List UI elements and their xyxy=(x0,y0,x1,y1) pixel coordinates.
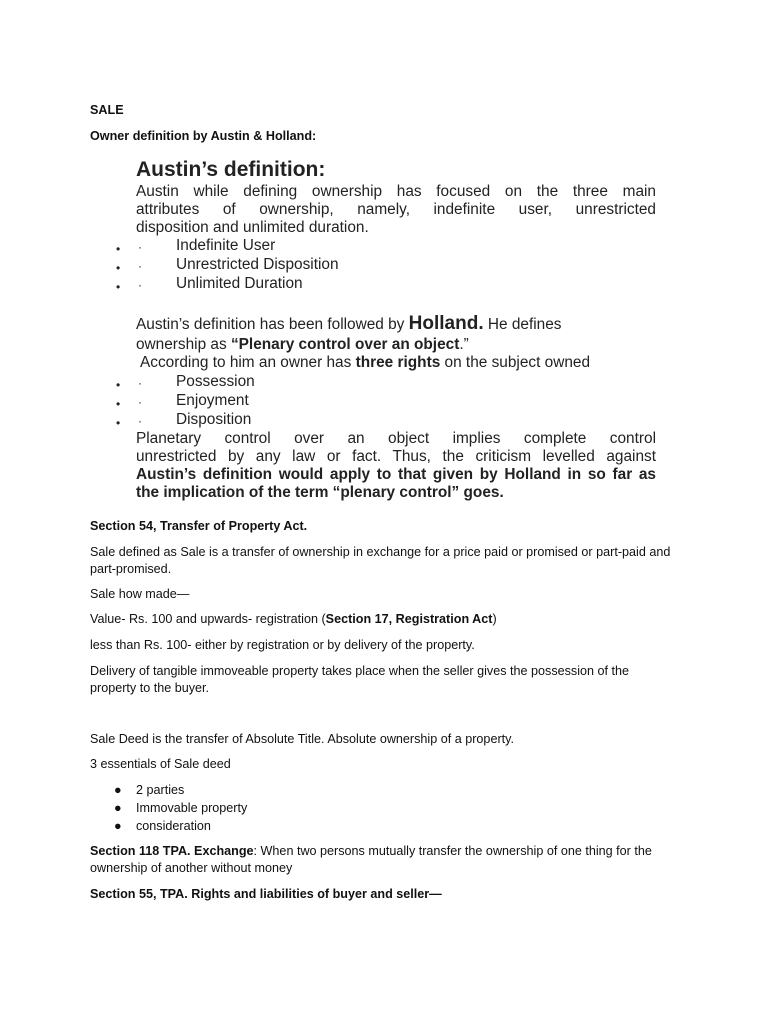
bullet-dot-icon: • xyxy=(116,416,121,430)
holland-text: He defines xyxy=(483,316,562,333)
section-118-line xyxy=(90,843,690,860)
bullet-dot-icon: • xyxy=(116,261,121,275)
value-text: Value- Rs. 100 and upwards- registration ( xyxy=(90,612,326,626)
holland-text: ownership as xyxy=(136,336,231,353)
holland-item: Enjoyment xyxy=(176,392,249,409)
austin-item: Indefinite User xyxy=(176,237,276,254)
holland-text: Austin’s definition has been followed by xyxy=(136,316,409,333)
list-item xyxy=(112,817,247,835)
scan-title: Austin’s definition: xyxy=(136,158,326,181)
sale-how-made: Sale how made— xyxy=(90,587,190,601)
section-118-text: : When two persons mutually transfer the ownership of one thing for the xyxy=(253,844,652,858)
less-than-line: less than Rs. 100- either by registration or by delivery of the property. xyxy=(90,638,475,652)
scanned-excerpt-image xyxy=(112,156,672,508)
bullet-icon: ● xyxy=(114,801,122,815)
bullet-dot-icon: • xyxy=(116,242,121,256)
delivery-line: Delivery of tangible immoveable property takes place when the seller gives the possession of the xyxy=(90,664,630,678)
bullet-icon: ● xyxy=(114,783,122,797)
scan-intro-line: attributes of ownership, namely, indefinite user, unrestricted xyxy=(136,201,656,218)
middot-icon: · xyxy=(138,259,142,273)
value-text: ) xyxy=(492,612,497,626)
holland-text: on the subject owned xyxy=(440,354,591,371)
bullet-dot-icon: • xyxy=(116,397,121,411)
scan-intro-line: Austin while defining ownership has focused on the three main xyxy=(136,183,656,200)
middot-icon: · xyxy=(138,414,142,428)
holland-name: Holland. xyxy=(408,313,484,334)
holland-text: According to him an owner has xyxy=(140,354,356,371)
three-rights: three rights xyxy=(355,354,441,371)
holland-line xyxy=(136,315,656,335)
scan-intro-line: disposition and unlimited duration. xyxy=(136,219,369,236)
sale-definition-line: part-promised. xyxy=(90,562,172,576)
closing-line: Planetary control over an object implies complete control xyxy=(136,430,656,447)
delivery-line: property to the buyer. xyxy=(90,681,210,695)
closing-line: Austin’s definition would apply to that given by Holland in so far as xyxy=(136,466,656,483)
value-line xyxy=(90,611,690,628)
essential-text: Immovable property xyxy=(136,801,248,815)
middot-icon: · xyxy=(138,278,142,292)
closing-line: the implication of the term “plenary control” goes. xyxy=(136,484,504,501)
section-heading: SALE xyxy=(90,103,124,117)
section-55-heading: Section 55, TPA. Rights and liabilities of buyer and seller— xyxy=(90,887,442,901)
holland-line xyxy=(136,336,656,355)
middot-icon: · xyxy=(138,240,142,254)
sale-definition-line: Sale defined as Sale is a transfer of ownership in exchange for a price paid or promised or part-paid and xyxy=(90,545,671,559)
holland-item: Disposition xyxy=(176,411,252,428)
sale-deed-line: Sale Deed is the transfer of Absolute Title. Absolute ownership of a property. xyxy=(90,732,514,746)
austin-item: Unrestricted Disposition xyxy=(176,256,339,273)
holland-item: Possession xyxy=(176,373,255,390)
section-118-heading: Section 118 TPA. Exchange xyxy=(90,844,254,858)
subheading: Owner definition by Austin & Holland: xyxy=(90,129,317,143)
section-118-line: ownership of another without money xyxy=(90,861,293,875)
bullet-dot-icon: • xyxy=(116,378,121,392)
bullet-dot-icon: • xyxy=(116,280,121,294)
austin-item: Unlimited Duration xyxy=(176,275,303,292)
holland-text: .” xyxy=(459,336,469,353)
holland-line xyxy=(140,354,660,373)
section-54-heading: Section 54, Transfer of Property Act. xyxy=(90,519,308,533)
list-item xyxy=(112,781,247,799)
essentials-title: 3 essentials of Sale deed xyxy=(90,757,231,771)
middot-icon: · xyxy=(138,376,142,390)
essential-text: consideration xyxy=(136,819,211,833)
middot-icon: · xyxy=(138,395,142,409)
bullet-icon: ● xyxy=(114,819,122,833)
essential-text: 2 parties xyxy=(136,783,185,797)
essentials-list xyxy=(112,781,247,835)
closing-line: unrestricted by any law or fact. Thus, the criticism levelled against xyxy=(136,448,656,465)
registration-act-ref: Section 17, Registration Act xyxy=(325,612,493,626)
holland-quote: “Plenary control over an object xyxy=(230,336,460,353)
list-item xyxy=(112,799,247,817)
